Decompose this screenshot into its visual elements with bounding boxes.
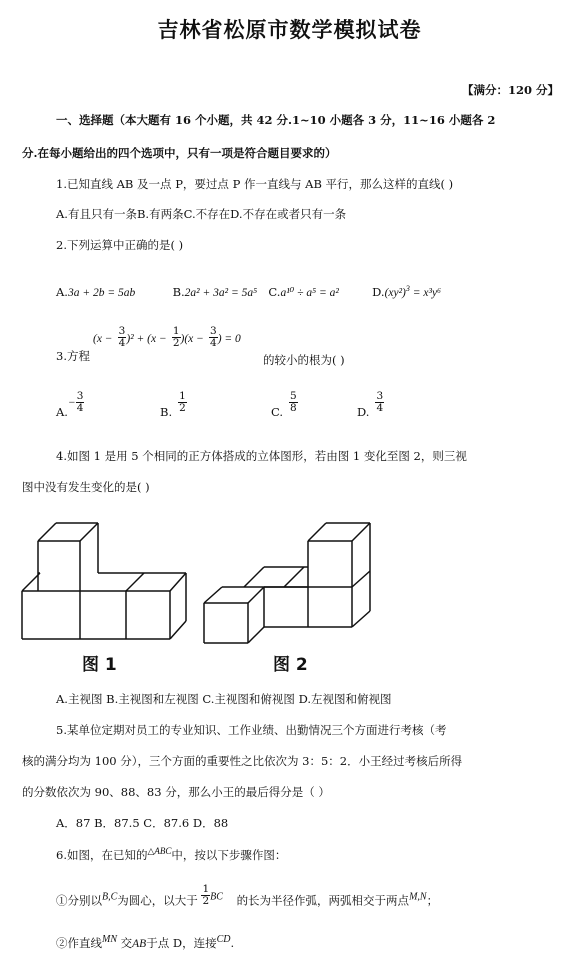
full-score: 【满分：120 分】 — [461, 83, 559, 97]
figure-1-caption: 图 1 — [82, 655, 117, 675]
q3-f3-num: 3 — [210, 325, 217, 337]
q4-options: A.主视图 B.主视图和左视图 C.主视图和俯视图 D.左视图和俯视图 — [56, 692, 392, 706]
q6-step1-segment: BC — [210, 891, 223, 903]
q3-option-c-label: C. — [271, 404, 284, 419]
q3-option-d-num: 3 — [376, 390, 384, 402]
q2-option-d-exp: 3 — [405, 284, 410, 293]
page-title: 吉林省松原市数学模拟试卷 — [157, 18, 422, 42]
q6-line1 — [56, 846, 286, 863]
q5-line1: 5.某单位定期对员工的专业知识、工作业绩、出勤情况三个方面进行考核（考 — [56, 723, 447, 737]
q2-stem: 2.下列运算中正确的是( ) — [56, 238, 184, 252]
q4-line2: 图中没有发生变化的是( ) — [22, 480, 150, 494]
q3-f2-den: 2 — [172, 337, 180, 349]
q3-f1-num: 3 — [118, 325, 126, 337]
q3-f3-den: 4 — [210, 337, 217, 349]
q2-option-c-label: C. — [268, 284, 281, 299]
q3-eq-end: ) = 0 — [217, 333, 241, 345]
q6-step1-end: ； — [426, 893, 439, 908]
q6-step1-frac — [201, 884, 210, 907]
q3-option-d-den: 4 — [376, 402, 384, 414]
section-heading-line2: 分.在每小题给出的四个选项中，只有一项是符合题目要求的） — [22, 146, 337, 160]
q3-option-c-num: 5 — [290, 390, 297, 402]
q5-line3: 的分数依次为 90、88、83 分，那么小王的最后得分是（ ） — [22, 785, 330, 799]
q3-option-a-sign: − — [67, 396, 76, 409]
q3-option-c-den: 8 — [290, 402, 297, 414]
q3-eq-open: (x − — [93, 333, 113, 345]
q2-option-d-label: D. — [372, 284, 385, 299]
q6-step2-text-c: 于点 D，连接 — [146, 935, 217, 950]
q3-option-d — [357, 390, 384, 419]
q3-option-c-frac — [289, 391, 298, 414]
q6-step1-text-b: 为圆心，以大于 — [117, 893, 198, 908]
q3-equation — [93, 326, 241, 349]
q6-step1-points: B,C — [102, 891, 118, 903]
q6-step2-text-b: 交 — [120, 935, 133, 950]
figure-2-cubes — [200, 515, 372, 645]
q4-line1: 4.如图 1 是用 5 个相同的正方体搭成的立体图形，若由图 1 变化至图 2，则三视 — [56, 449, 467, 463]
q3-option-b-label: B. — [160, 404, 173, 419]
q3-option-a-den: 4 — [76, 402, 84, 414]
q3-option-b — [160, 390, 187, 419]
figure-1-cubes — [18, 515, 188, 640]
q3-eq-mid1: )² + (x − — [126, 333, 167, 345]
q6-step1 — [56, 883, 439, 913]
q3-option-d-label: D. — [357, 404, 370, 419]
q5-line2: 核的满分均为 100 分），三个方面的重要性之比依次为 3：5：2．小王经过考核后所得 — [22, 754, 463, 768]
q3-option-a-num: 3 — [76, 390, 84, 402]
q3-option-b-frac — [178, 391, 187, 414]
q6-line1-text-a: 6.如图，在已知的 — [56, 847, 148, 862]
q3-fraction-2 — [172, 326, 181, 349]
q2-option-b: 2a² + 3a² = 5a⁵ — [184, 286, 258, 299]
q3-eq-mid2: )(x − — [180, 333, 204, 345]
q2-option-d-rest: = x³y⁶ — [409, 286, 442, 299]
q6-step2-text-a: ②作直线 — [56, 935, 102, 950]
q2-option-d-base: (xy²) — [384, 286, 406, 299]
q2-option-b-label: B. — [172, 284, 185, 299]
q3-prefix: 3.方程 — [56, 349, 90, 363]
figure-2-caption: 图 2 — [273, 655, 308, 675]
q3-option-d-frac — [375, 391, 384, 414]
q2-option-c: a¹⁰ ÷ a⁵ = a² — [280, 286, 339, 299]
q6-step2-ab: AB — [132, 937, 147, 950]
q6-step1-mn: M,N — [409, 891, 427, 903]
q2-option-a-label: A. — [56, 284, 68, 299]
q3-option-b-den: 2 — [179, 402, 186, 414]
q6-step1-num: 1 — [202, 883, 210, 895]
q3-option-a-label: A. — [56, 404, 68, 419]
q6-line1-text-b: 中，按以下步骤作图： — [171, 847, 287, 862]
section-heading-line1: 一、选择题（本大题有 16 个小题，共 42 分.1~10 小题各 3 分，11~16 小题各 2 — [56, 113, 496, 127]
q1-options: A.有且只有一条B.有两条C.不存在D.不存在或者只有一条 — [56, 207, 347, 221]
q6-triangle-abc: △ABC — [147, 846, 172, 856]
q6-step2-end: . — [230, 935, 235, 950]
q2-options — [56, 284, 441, 299]
q2-option-a: 3a + 2b = 5ab — [67, 286, 136, 299]
q6-step2-mn: MN — [102, 934, 117, 945]
q3-f2-num: 1 — [172, 325, 180, 337]
q6-step1-text-a: ①分别以 — [56, 893, 102, 908]
q3-f1-den: 4 — [118, 337, 126, 349]
q5-options: A．87 B．87.5 C．87.6 D．88 — [56, 816, 229, 830]
q3-option-c — [271, 390, 298, 419]
q6-step1-text-c: 的长为半径作弧，两弧相交于两点 — [236, 893, 410, 908]
q3-option-a — [56, 390, 84, 419]
q6-step2 — [56, 934, 234, 951]
q3-suffix: 的较小的根为( ) — [263, 353, 345, 367]
q1-stem: 1.已知直线 AB 及一点 P，要过点 P 作一直线与 AB 平行，那么这样的直线( ) — [56, 177, 454, 191]
q3-option-b-num: 1 — [179, 390, 186, 402]
q3-fraction-3 — [209, 326, 218, 349]
q6-step1-den: 2 — [202, 895, 210, 907]
q3-option-a-frac — [76, 391, 85, 414]
q6-step2-cd: CD — [216, 934, 231, 945]
